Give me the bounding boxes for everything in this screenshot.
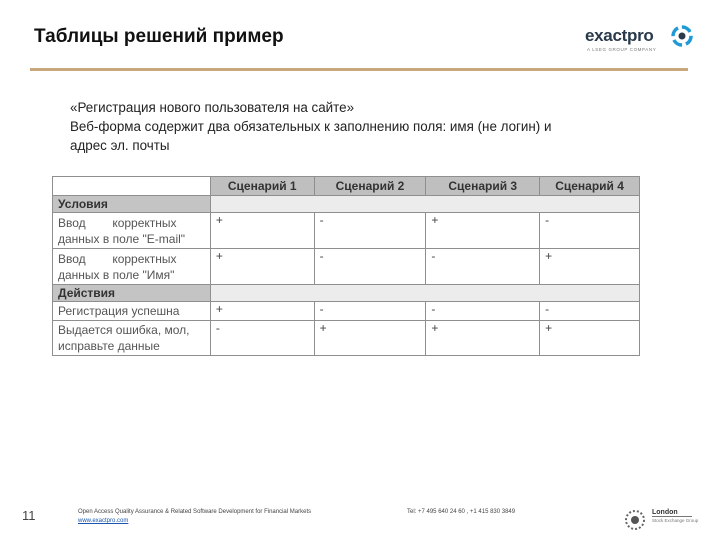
intro-line-3: адрес эл. почты xyxy=(70,138,170,153)
intro-text xyxy=(70,98,660,155)
header-scenario-3: Сценарий 3 xyxy=(426,177,540,196)
footer-website-link[interactable]: www.exactpro.com xyxy=(78,518,129,524)
row-label-line: данных в поле "E-mail" xyxy=(58,231,186,246)
table-cell: + xyxy=(540,249,640,285)
row-label-line: Ввод корректных xyxy=(58,251,177,266)
row-label-line: исправьте данные xyxy=(58,339,160,353)
section-title: Действия xyxy=(53,285,211,302)
header-scenario-1: Сценарий 1 xyxy=(210,177,314,196)
header-scenario-2: Сценарий 2 xyxy=(314,177,426,196)
row-label-line: данных в поле "Имя" xyxy=(58,267,175,282)
row-label xyxy=(53,302,211,321)
lseg-name: London xyxy=(652,509,678,516)
logo-wordmark: exactpro xyxy=(585,26,654,45)
footer-phones: Tel: +7 495 640 24 60 , +1 415 830 3849 xyxy=(407,509,516,515)
lseg-crest-icon xyxy=(622,508,648,532)
section-filler xyxy=(210,196,639,213)
table-cell: - xyxy=(426,249,540,285)
section-row-actions xyxy=(53,285,640,302)
table-row xyxy=(53,302,640,321)
row-label xyxy=(53,321,211,356)
table-row xyxy=(53,213,640,249)
table-cell: + xyxy=(426,321,540,356)
row-label xyxy=(53,213,211,249)
table-cell: + xyxy=(426,213,540,249)
table-row xyxy=(53,249,640,285)
table-row xyxy=(53,321,640,356)
table-cell: + xyxy=(210,302,314,321)
header-scenario-4: Сценарий 4 xyxy=(540,177,640,196)
logo-tagline: A LSEG GROUP COMPANY xyxy=(587,47,657,52)
table-cell: - xyxy=(540,302,640,321)
intro-line-2: Веб-форма содержит два обязательных к заполнению поля: имя (не логин) и xyxy=(70,119,552,134)
lseg-tagline: Stock Exchange Group xyxy=(652,518,699,523)
row-label-line: Выдается ошибка, мол, xyxy=(58,323,190,337)
slide-title: Таблицы решений пример xyxy=(34,26,284,47)
row-label-line: Регистрация успешна xyxy=(58,304,180,318)
table-cell: - xyxy=(210,321,314,356)
table-cell: - xyxy=(314,302,426,321)
table-header-row xyxy=(53,177,640,196)
lseg-divider xyxy=(652,516,692,517)
section-title: Условия xyxy=(53,196,211,213)
table-cell: - xyxy=(540,213,640,249)
footer-description: Open Access Quality Assurance & Related Software Development for Financial Markets xyxy=(78,509,312,515)
decision-table xyxy=(52,176,640,356)
section-row-conditions xyxy=(53,196,640,213)
intro-line-1: «Регистрация нового пользователя на сайте» xyxy=(70,100,355,115)
lseg-logo xyxy=(620,507,700,533)
table-cell: - xyxy=(426,302,540,321)
title-divider xyxy=(30,68,688,71)
table-cell: + xyxy=(540,321,640,356)
table-cell: + xyxy=(210,213,314,249)
table-cell: + xyxy=(210,249,314,285)
exactpro-logo xyxy=(585,22,695,58)
row-label-line: Ввод корректных xyxy=(58,215,177,230)
page-number: 11 xyxy=(22,508,36,523)
header-corner xyxy=(53,177,211,196)
table-cell: - xyxy=(314,249,426,285)
row-label xyxy=(53,249,211,285)
section-filler xyxy=(210,285,639,302)
exactpro-swirl-icon xyxy=(671,23,693,49)
table-cell: - xyxy=(314,213,426,249)
table-cell: + xyxy=(314,321,426,356)
